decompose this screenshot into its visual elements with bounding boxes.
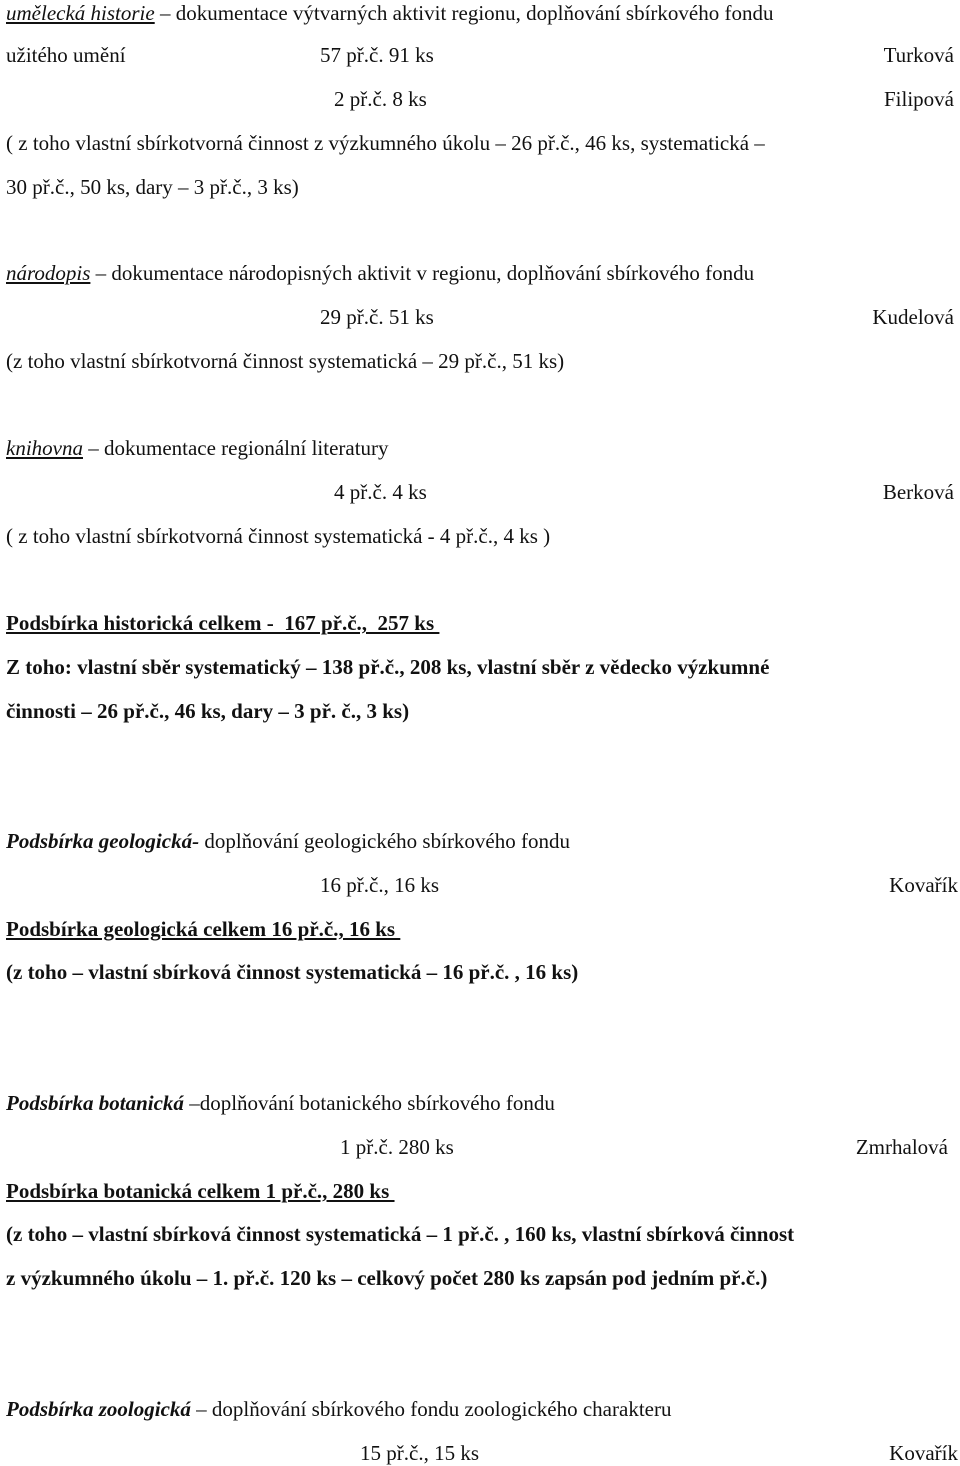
botany-heading-line (6, 1090, 555, 1116)
art-person-1: Turková (883, 43, 954, 67)
botany-count: 1 př.č. 280 ks (340, 1135, 454, 1159)
botany-note-1: (z toho – vlastní sbírková činnost systematická – 1 př.č. , 160 ks, vlastní sbírková činnost (6, 1222, 795, 1246)
art-note-1: ( z toho vlastní sbírkotvorná činnost z výzkumného úkolu – 26 př.č., 46 ks, systematická – (6, 131, 765, 155)
section-heading-zoology: Podsbírka zoologická (6, 1397, 191, 1421)
library-heading-line (6, 435, 389, 461)
historical-total-line-2: činnosti – 26 př.č., 46 ks, dary – 3 př. č., 3 ks) (6, 699, 410, 723)
zoology-heading-line (6, 1396, 671, 1422)
section-heading-ethnography: národopis (6, 261, 91, 285)
zoology-count: 15 př.č., 15 ks (360, 1441, 479, 1465)
section-heading-art-history: umělecká historie (6, 1, 155, 25)
art-note-2: 30 př.č., 50 ks, dary – 3 př.č., 3 ks) (6, 175, 299, 199)
botany-total: Podsbírka botanická celkem 1 př.č., 280 ks (6, 1179, 395, 1203)
section-description: –doplňování botanického sbírkového fondu (183, 1091, 555, 1115)
art-count-1: 57 př.č. 91 ks (320, 43, 434, 67)
ethno-note: (z toho vlastní sbírkotvorná činnost systematická – 29 př.č., 51 ks) (6, 349, 565, 373)
botany-person: Zmrhalová (855, 1135, 948, 1159)
geology-heading-line (6, 828, 570, 854)
section-description: – dokumentace výtvarných aktivit regionu, doplňování sbírkového fondu (154, 1, 774, 25)
ethno-count: 29 př.č. 51 ks (320, 305, 434, 329)
ethno-heading-line (6, 260, 754, 286)
section-heading-botany: Podsbírka botanická (6, 1091, 184, 1115)
art-person-2: Filipová (883, 87, 954, 111)
section-heading-geology: Podsbírka geologická- (6, 829, 200, 853)
geology-person: Kovařík (889, 873, 958, 897)
geology-note: (z toho – vlastní sbírková činnost systematická – 16 př.č. , 16 ks) (6, 960, 579, 984)
art-label: užitého umění (6, 43, 126, 67)
section-description: – doplňování sbírkového fondu zoologického charakteru (190, 1397, 672, 1421)
library-count: 4 př.č. 4 ks (334, 480, 427, 504)
library-note: ( z toho vlastní sbírkotvorná činnost systematická - 4 př.č., 4 ks ) (6, 524, 551, 548)
art-count-2: 2 př.č. 8 ks (334, 87, 427, 111)
section-description: – dokumentace regionální literatury (82, 436, 389, 460)
section-description: doplňování geologického sbírkového fondu (199, 829, 570, 853)
section-description: – dokumentace národopisných aktivit v regionu, doplňování sbírkového fondu (90, 261, 755, 285)
historical-total-line-1: Z toho: vlastní sběr systematický – 138 př.č., 208 ks, vlastní sběr z vědecko výzkumné (6, 655, 770, 679)
botany-note-2: z výzkumného úkolu – 1. př.č. 120 ks – celkový počet 280 ks zapsán pod jedním př.č.) (6, 1266, 768, 1290)
ethno-person: Kudelová (872, 305, 954, 329)
zoology-person: Kovařík (889, 1441, 958, 1465)
geology-count: 16 př.č., 16 ks (320, 873, 439, 897)
art-heading-line (6, 0, 774, 26)
library-person: Berková (882, 480, 954, 504)
geology-total: Podsbírka geologická celkem 16 př.č., 16 ks (6, 917, 401, 941)
section-heading-library: knihovna (6, 436, 83, 460)
historical-total-title: Podsbírka historická celkem - 167 př.č., 257 ks (6, 611, 440, 635)
